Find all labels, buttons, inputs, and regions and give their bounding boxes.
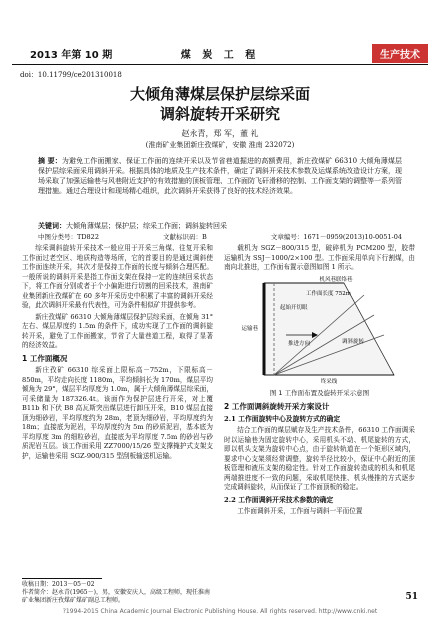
left-column	[22, 244, 213, 463]
section-1-heading: 1 工作面概况	[22, 353, 68, 363]
authors: 赵永青，郑 军，董 礼	[181, 129, 259, 138]
title-line-1: 大倾角薄煤层保护层综采面	[129, 85, 310, 103]
clc-number: 中图分类号：TD822	[38, 233, 99, 241]
abstract-label: 摘 要：	[38, 156, 62, 165]
footnote: 收稿日期：2013－05－02 作者简介：赵永青(1965－)，男，安徽安庆人，高级工程师，现任淮南矿业集团新庄孜煤矿煤矿副总工程师。	[22, 581, 210, 604]
header-rule	[12, 64, 428, 65]
figure-label-end: 终采线	[320, 378, 338, 385]
section-badge: 生产技术	[372, 44, 428, 63]
layout-diagram	[224, 275, 415, 387]
figure-label-rotate: 调斜旋转	[342, 338, 365, 345]
section-2-heading: 2 工作面调斜旋转开采方案设计	[224, 402, 330, 411]
section-1-paragraph: 新庄孜矿 66310 综采面上限标高－752m，下限标高－850m，平均走向长度 1180m，平均倾斜长为 170m，煤层平均倾角为 29°，煤层平均厚度为 1.0m，属于大倾角薄煤层综采面，可采储量为 187326.4t。该面作为保护层进行开采，对上覆 B11b 和下伏 B8 高瓦斯突出煤层进行卸压开采，B10 煤层直接顶为细砂岩，平均厚度约为 28m，老顶为细砂岩，平均厚度约为 18m；直接底为泥岩，平均厚度约为 5m 的砂质泥岩，基本底为平均厚度 3m 的细粒砂岩，直接底为平均厚度 7.5m 的砂岩与砂质泥岩互层。该工作面采用 ZZ7000/15/26 型支撑掩护式支架支护，运输巷采用 SGZ-900/315 型刮板输送机运输。	[22, 366, 213, 460]
intro-paragraph-1: 综采调斜旋转开采技术一般应用于开采三角煤、往复开采和工作面过老空区、地质构造等场所，它的首要目的是通过调斜使工作面连续开采，其次才是保持工作面的长度与倾斜合理匹配。一般所说的调斜开采是指工作面支架在保持一定的连续回采状态下，将工作面分别或者于个小偏距进行切割的回采技术，淮南矿业集团新庄孜煤矿在 60 多年开采历史中积累了丰富的调斜开采经验，此次调斜开采最有代表性，可为条件相似矿井提供参考。	[22, 244, 213, 309]
intro-paragraph-2: 新庄孜煤矿 66310 大倾角薄煤层保护层综采面，在倾角 31°左右、煤层厚度约 1.5m 的条件下，成功实现了工作面的调斜旋转开采，避免了工作面搬家，节省了大量巷道工程，取得了显著的经济效益。	[22, 312, 213, 349]
doc-code: 文献标识码：B	[163, 233, 207, 241]
abstract-text: 为避免工作面搬家、保证工作面的连续开采以及节省巷道掘进的高额费用，新庄孜煤矿 66310 大倾角薄煤层保护层综采面采用调斜开采。根据具体的地质及生产技术条件，确定了调斜开采技术参数及运煤系统改造设计方案，现场采取了加强运输巷与风巷附近支护的有效措施的顶板管理、工作面防飞矸滑移的控制、工作面支架的调整等一系列管理措施。通过合理设计和现场精心组织，此次调斜开采获得了良好的技术经济效果。	[38, 157, 403, 195]
figure-1	[224, 275, 415, 387]
right-column	[224, 244, 415, 519]
classification-row	[38, 232, 402, 241]
keywords	[38, 221, 402, 231]
page-number: 51	[405, 592, 418, 602]
doi: doi：10.11799/ce201310018	[20, 71, 122, 79]
figure-label-haulage: 运输巷	[241, 325, 258, 332]
figure-label-length: 工作面长度 752m	[306, 290, 351, 297]
figure-caption: 图 1 工作面布置及旋转开采示意图	[269, 388, 370, 397]
figure-label-fan: 机风巷联络巷	[319, 276, 353, 283]
subsection-2-1-heading: 2.1 工作面旋转中心及旋转方式的确定	[224, 414, 341, 423]
figure-label-start: 起始开切眼	[280, 304, 308, 311]
keywords-text: 大倾角薄煤层；保护层；综采工作面；调斜旋转回采	[66, 222, 227, 230]
subsection-2-1-paragraph: 结合工作面的煤层赋存及生产技术条件，66310 工作面调采时以运输巷为固定旋转中心，采用机头不动、机尾旋转的方式，即以机头支架为旋转中心点，由于旋转轨道在一个矩形区域内，要求中心支架须经常调整，旋转半径比较小，保证中心附近的顶板管理和液压支架的稳定性。针对工作面旋转造成的机头和机尾两端推进度不一致的问题，采取机尾快推、机头慢推的方式逐步完成调斜旋转，从而保证了工作面顶板的稳定。	[224, 426, 415, 491]
footnote-rule	[22, 578, 102, 579]
copyright-notice: ?1994-2015 China Academic Journal Electronic Publishing House. All rights reserved. http://www.cnki.net	[62, 608, 378, 615]
issue-label: 2013 年第 10 期	[30, 50, 113, 61]
subsection-2-2-paragraph: 工作面调斜开采，工作面与调斜一平而位置	[237, 507, 363, 515]
journal-name: 煤 炭 工 程	[180, 50, 260, 61]
page-header	[12, 44, 428, 62]
figure-label-direction: 推进方向	[288, 340, 311, 347]
article-number: 文章编号：1671－0959(2013)10-0051-04	[270, 233, 402, 241]
affiliation: (淮南矿业集团新庄孜煤矿，安徽 淮南 232072)	[145, 141, 295, 149]
subsection-2-2-heading: 2.2 工作面调斜开采技术参数的确定	[224, 495, 334, 504]
continued-paragraph: 载机为 SGZ－800/315 型，破碎机为 PCM200 型，胶带运输机为 SSJ－1000/2×100 型。工作面采用单向下行割煤，由南向北推进，工作面布置示意图如图 1 所示。	[224, 244, 415, 271]
article-title	[0, 84, 440, 124]
keywords-label: 关键词：	[38, 221, 66, 230]
title-line-2: 调斜旋转开采研究	[159, 105, 280, 123]
abstract	[38, 156, 402, 196]
